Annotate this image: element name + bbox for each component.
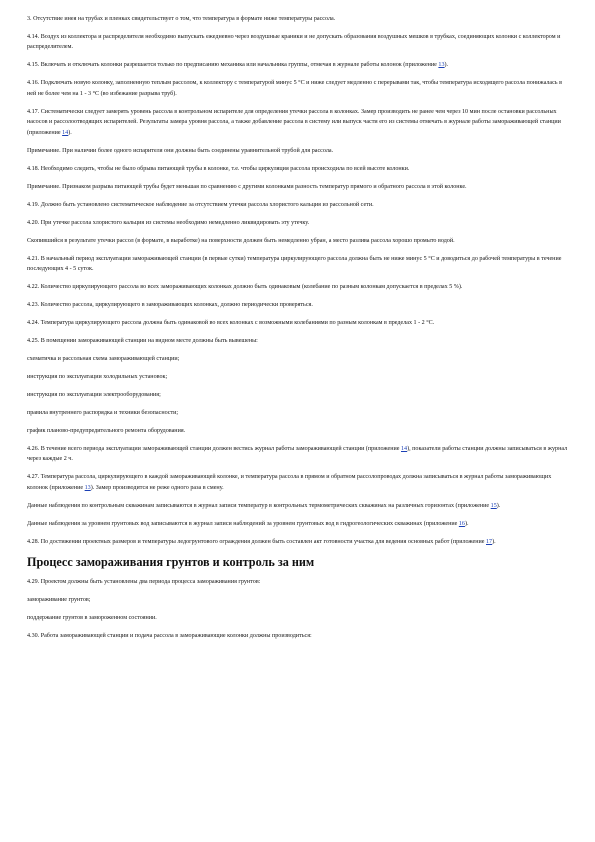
paragraph-text: Примечание. При наличии более одного испарителя они должны быть соединены уравнительной трубой для рассола. xyxy=(27,147,334,154)
appendix-link[interactable]: 15 xyxy=(490,502,497,509)
paragraph-text: 4.22. Количество циркулирующего рассола во всех замораживающих колонках должно быть одинаковым (колебание по разным колонкам допускается в пределах 5 %). xyxy=(27,284,463,291)
paragraph-text: 4.28. По достижении проектных размеров и температуры ледогрунтового ограждения должен быть составлен акт готовности участка для ведения основных работ (приложение xyxy=(27,538,486,545)
paragraph-text: 3. Отсутствие инея на трубах и пленках свидетельствует о том, что температура в формате ниже температуры рассола. xyxy=(27,16,336,22)
paragraph-text: замораживание грунтов; xyxy=(27,596,91,603)
paragraph-text: Данные наблюдения за уровнем грунтовых вод записываются в журнал записи наблюдений за уровнем грунтовых вод в гидрогеологических скважинах (приложение xyxy=(27,520,459,527)
paragraph xyxy=(27,631,570,641)
paragraph-text: инструкция по эксплуатации холодильных установок; xyxy=(27,374,168,381)
paragraph-text: 4.26. В течение всего периода эксплуатации замораживающей станции должен вестись журнал работы замораживающей станции (приложение xyxy=(27,446,401,453)
paragraph-text: 4.15. Включать и отключать колонки разрешается только по предписанию механика или начальника группы, отмечая в журнале работы колонок (приложение xyxy=(27,62,439,69)
paragraph xyxy=(27,14,570,24)
paragraph-text: 4.29. Проектом должны быть установлены два периода процесса замораживания грунтов: xyxy=(27,578,261,585)
appendix-link[interactable]: 14 xyxy=(401,446,408,453)
paragraph xyxy=(27,146,570,156)
paragraph xyxy=(27,60,570,70)
appendix-link[interactable]: 16 xyxy=(458,520,465,527)
appendix-link[interactable]: 13 xyxy=(84,484,91,491)
paragraph xyxy=(27,32,570,53)
paragraph xyxy=(27,318,570,328)
paragraph-text: правила внутреннего распорядка и техники безопасности; xyxy=(27,410,179,417)
paragraph xyxy=(27,444,570,465)
paragraph xyxy=(27,236,570,246)
paragraph xyxy=(27,107,570,138)
paragraph xyxy=(27,390,570,400)
appendix-link[interactable]: 14 xyxy=(62,129,69,136)
paragraph xyxy=(27,200,570,210)
paragraph-text-tail: ). xyxy=(444,62,449,69)
document-page xyxy=(27,14,570,649)
paragraph-text: схематичка и рассольная схема замораживающей станции; xyxy=(27,356,180,363)
paragraph-text: 4.25. В помещении замораживающей станции на видном месте должны быть вывешены: xyxy=(27,338,258,345)
paragraph-text-tail: ). xyxy=(492,538,496,545)
paragraph-text-tail: ). Замер производится не реже одного раза в смену. xyxy=(90,484,224,491)
paragraph xyxy=(27,218,570,228)
paragraph-text: инструкция по эксплуатации электрооборудования; xyxy=(27,392,161,399)
paragraph-text: 4.30. Работа замораживающей станции и подача рассола в замораживающие колонки должны производиться: xyxy=(27,632,312,639)
paragraph xyxy=(27,613,570,623)
paragraph xyxy=(27,254,570,275)
paragraph-text: Скопившийся в результате утечки рассол (в формате, в выработке) на поверхности должен быть немедленно убран, а место разлива рассола хорошо промыто водой. xyxy=(27,237,455,244)
paragraph-text: 4.21. В начальный период эксплуатации замораживающей станции (в первые сутки) температура циркулирующего рассола должна быть не ниже минус 5 °С и доводиться до рабочей температуры в течение последующих 4 - 5 суток. xyxy=(27,255,562,273)
paragraph xyxy=(27,372,570,382)
paragraph-text: 4.20. При утечке рассола хлористого кальция из системы необходимо немедленно ликвидировать эту утечку. xyxy=(27,219,310,226)
paragraph-text: 4.24. Температура циркулирующего рассола должна быть одинаковой во всех колонках с возможными колебаниями по разным колонкам в пределах 1 - 2 °С. xyxy=(27,320,435,327)
paragraph xyxy=(27,595,570,605)
paragraph-list xyxy=(27,14,570,547)
paragraph xyxy=(27,426,570,436)
paragraph-text: поддержание грунтов в замороженном состоянии. xyxy=(27,614,157,621)
paragraph-text: 4.14. Воздух из коллектора и распределителя необходимо выпускать ежедневно через воздушные краники и не допускать образования воздушных мешков в трубках, соединяющих колонки с коллектором и распределителем. xyxy=(27,34,561,51)
paragraph xyxy=(27,300,570,310)
paragraph-text: 4.16. Подключать новую колонку, заполненную теплым рассолом, к коллектору с температурой минус 5 °С и ниже следует медленно с перерывами так, чтобы температура исходящего рассола понижалась в ней не более чем на 1 - 3 °С (во избежание разрыва труб). xyxy=(27,80,562,97)
paragraph-text-tail: ). xyxy=(68,129,72,136)
paragraph-text: 4.17. Систематически следует замерять уровень рассола в контрольном испарителе для определения утечки рассола в колонках. Замер производить не ранее чем через 10 мин после остановки рассольных насосов и рассолоотводящих испарителей. Результаты замера уровня рассола, а также добавление рассола в систему или выпуск части его из системы отмечать в журнале работы замораживающей станции (приложение xyxy=(27,108,561,136)
paragraph xyxy=(27,282,570,292)
paragraph xyxy=(27,408,570,418)
paragraph-list-2 xyxy=(27,577,570,641)
paragraph-text: Примечание. Признаком разрыва питающей трубы будет меньшая по сравнению с другими колонками разность температур прямого и обратного рассола в этой колонке. xyxy=(27,183,467,190)
paragraph-text: 4.18. Необходимо следить, чтобы не было обрыва питающей трубы в колонке, т.е. чтобы циркуляция рассола происходила по всей высоте колонки. xyxy=(27,165,410,172)
paragraph-text: 4.23. Количество рассола, циркулирующего в замораживающих колонках, должно периодически проверяться. xyxy=(27,302,313,309)
paragraph-text-tail: ). xyxy=(464,520,469,527)
paragraph xyxy=(27,472,570,493)
paragraph xyxy=(27,519,570,529)
paragraph xyxy=(27,354,570,364)
paragraph xyxy=(27,577,570,587)
paragraph xyxy=(27,336,570,346)
appendix-link[interactable]: 13 xyxy=(438,62,445,69)
paragraph xyxy=(27,164,570,174)
paragraph xyxy=(27,537,570,547)
section-heading: Процесс замораживания грунтов и контроль за ним xyxy=(27,554,315,569)
appendix-link[interactable]: 17 xyxy=(486,538,493,545)
paragraph-text: 4.27. Температура рассола, циркулирующего в каждой замораживающей колонке, и температура рассола в прямом и обратном рассолопроводах должна записываться в журнал работы замораживающих колонок (приложение xyxy=(27,474,552,491)
paragraph-text-tail: ). xyxy=(496,502,501,509)
paragraph-text-tail: ), показатели работы станции должны записываться в журнал через каждые 2 ч. xyxy=(27,446,568,463)
paragraph xyxy=(27,78,570,99)
paragraph-text: график планово-предупредительного ремонта оборудования. xyxy=(27,428,186,435)
paragraph-text: 4.19. Должно быть установлено систематическое наблюдение за отсутствием утечки рассола хлористого кальция из рассольной сети. xyxy=(27,201,374,208)
paragraph-text: Данные наблюдения по контрольным скважинам записываются в журнал записи температур в контрольных термометрических скважинах на различных горизонтах (приложение xyxy=(27,502,491,509)
paragraph xyxy=(27,182,570,192)
paragraph xyxy=(27,501,570,511)
